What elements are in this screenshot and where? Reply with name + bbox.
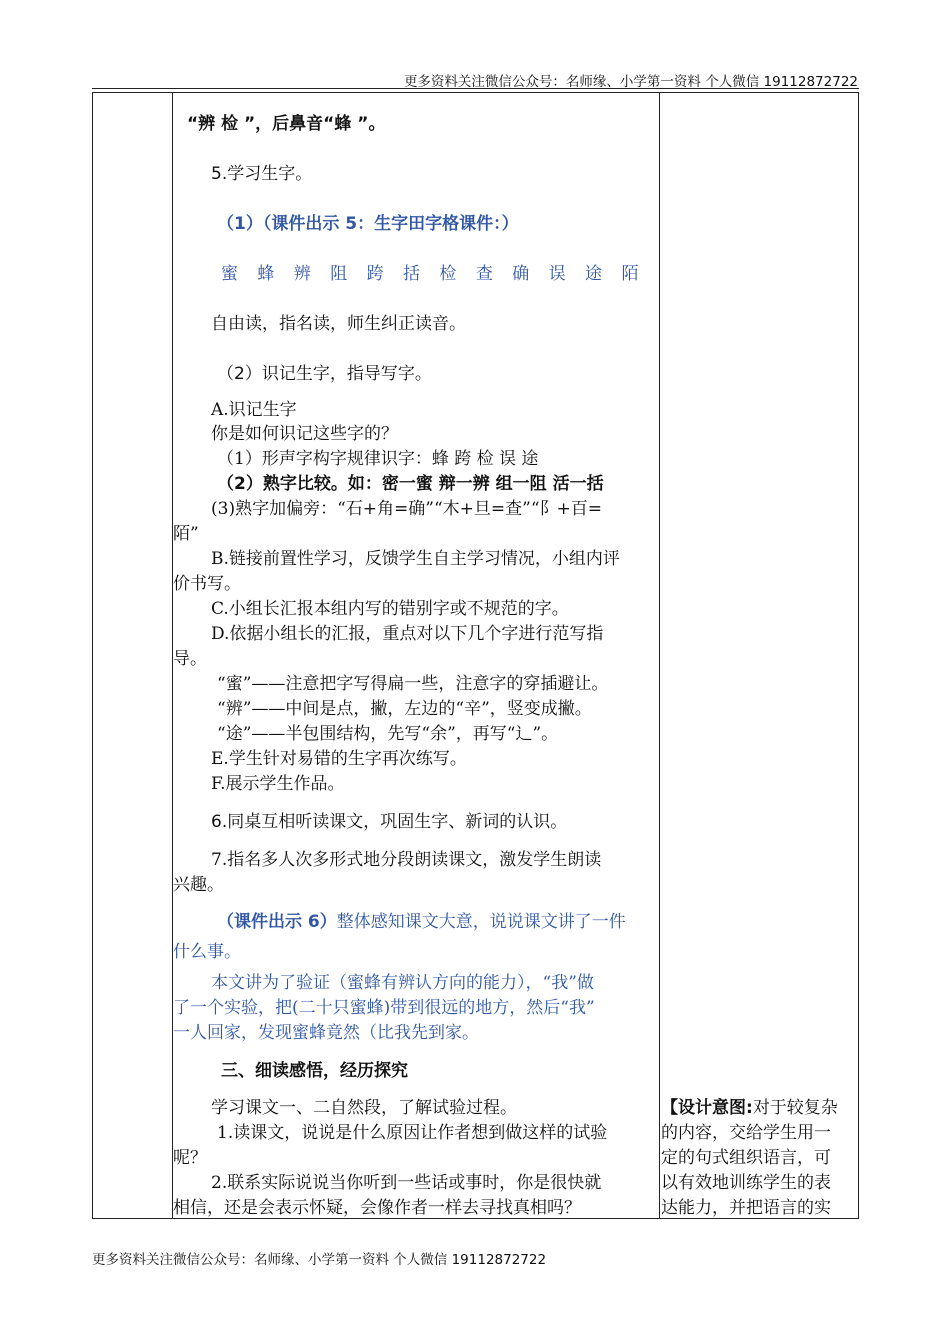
- text-line: 什么事。: [173, 942, 241, 962]
- design-intent-line: 达能力，并把语言的实: [661, 1198, 831, 1218]
- text-line: “蜜”——注意把字写得扁一些，注意字的穿插避让。: [217, 674, 609, 694]
- text-line: （2）熟字比较。如：密一蜜 辩一辨 组一阻 活一括: [217, 474, 604, 494]
- text-line: 兴趣。: [173, 875, 224, 895]
- step-heading: 6.同桌互相听读课文，巩固生字、新词的认识。: [211, 812, 568, 832]
- text-line: 1.读课文，说说是什么原因让作者想到做这样的试验: [217, 1123, 608, 1143]
- text-line: B.链接前置性学习，反馈学生自主学习情况，小组内评: [211, 549, 620, 569]
- page-header-note: 更多资料关注微信公众号：名师缘、小学第一资料 个人微信 19112872722: [403, 74, 858, 90]
- section-heading: 三、细读感悟，经历探究: [221, 1061, 408, 1081]
- text-line: 导。: [173, 649, 207, 669]
- column-divider-right: [659, 93, 660, 1218]
- design-intent-line: 以有效地训练学生的表: [661, 1173, 831, 1193]
- step-heading: 5.学习生字。: [211, 164, 313, 184]
- courseware-note: （1）（课件出示 5：生字田字格课件：）: [217, 214, 519, 234]
- text-line: 呢？: [173, 1148, 207, 1168]
- courseware-prompt: 整体感知课文大意，说说课文讲了一件: [336, 912, 626, 932]
- text-line: A.识记生字: [211, 400, 297, 420]
- text-line: （2）识记生字，指导写字。: [217, 364, 432, 384]
- text-line: 学习课文一、二自然段，了解试验过程。: [211, 1098, 517, 1118]
- text-line: “辨 检 ”，后鼻音“蜂 ”。: [187, 114, 386, 134]
- text-line: F.展示学生作品。: [211, 774, 345, 794]
- header-rule: [92, 88, 859, 89]
- text-line: （1）形声字构字规律识字：蜂 跨 检 误 途: [217, 449, 539, 469]
- text-line: C.小组长汇报本组内写的错别字或不规范的字。: [211, 599, 569, 619]
- text-line: 你是如何识记这些字的？: [211, 424, 398, 444]
- design-intent-text: 对于较复杂: [752, 1098, 838, 1118]
- text-line: D.依据小组长的汇报，重点对以下几个字进行范写指: [211, 624, 604, 644]
- text-line: 自由读，指名读，师生纠正读音。: [211, 314, 466, 334]
- text-line: (3)熟字加偏旁：“石+角=确”“木+旦=查”“阝+百=: [211, 499, 602, 519]
- text-line: 了一个实验，把(二十只蜜蜂)带到很远的地方，然后“我”: [173, 998, 595, 1018]
- page-footer-note: 更多资料关注微信公众号：名师缘、小学第一资料 个人微信 19112872722: [92, 1252, 547, 1268]
- text-line: 7.指名多人次多形式地分段朗读课文，激发学生朗读: [211, 850, 602, 870]
- text-line: “辨”——中间是点，撇，左边的“辛”，竖变成撇。: [217, 699, 592, 719]
- text-line: 本文讲为了验证（蜜蜂有辨认方向的能力），“我”做: [211, 973, 594, 993]
- text-line: 一人回家，发现蜜蜂竟然（比我先到家。: [173, 1023, 479, 1043]
- text-line: 2.联系实际说说当你听到一些话或事时，你是很快就: [211, 1173, 602, 1193]
- design-intent-line: 定的句式组织语言，可: [661, 1148, 831, 1168]
- courseware-label: （课件出示 6）: [217, 912, 337, 932]
- text-line: 陌”: [173, 524, 199, 544]
- text-line: 相信，还是会表示怀疑，会像作者一样去寻找真相吗？: [173, 1198, 581, 1218]
- design-intent-line: 的内容，交给学生用一: [661, 1123, 831, 1143]
- text-line: 价书写。: [173, 574, 241, 594]
- courseware-note: [217, 911, 626, 933]
- new-characters-list: 蜜 蜂 辨 阻 跨 括 检 查 确 误 途 陌: [221, 264, 646, 284]
- design-intent-cell: [661, 93, 858, 1218]
- design-intent-line: [661, 1097, 838, 1119]
- text-line: E.学生针对易错的生字再次练写。: [211, 749, 467, 769]
- lesson-plan-table: [92, 92, 859, 1219]
- design-intent-label: 【设计意图:: [661, 1098, 753, 1118]
- text-line: “途”——半包围结构，先写“余”，再写“辶”。: [217, 724, 559, 744]
- teaching-process-cell: [173, 93, 659, 1218]
